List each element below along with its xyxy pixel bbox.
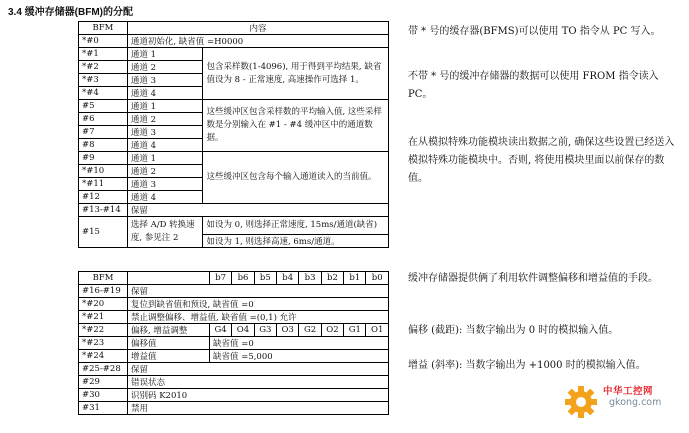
bfm-adjustment-table: [78, 271, 389, 415]
channel-cell: 通道 4: [127, 87, 203, 100]
bfm-cell: #6: [79, 113, 128, 126]
watermark-domain: gkong.com: [609, 397, 662, 408]
table-row: [79, 152, 389, 165]
content-cell: 识别码 K2010: [128, 388, 389, 401]
bfm-cell: #8: [79, 139, 128, 152]
note-offset: 偏移 (截距): 当数字输出为 0 时的模拟输入值。: [408, 325, 619, 336]
channel-cell: 通道 1: [127, 152, 203, 165]
bit-header: b4: [276, 272, 298, 285]
bit-cell: G3: [254, 323, 276, 336]
bit-header: b5: [254, 272, 276, 285]
bfm-cell: *#2: [79, 61, 128, 74]
table-row: [79, 204, 389, 217]
note-read-from: 不带 * 号的缓冲存储器的数据可以使用 FROM 指令读入 PC。: [408, 71, 659, 100]
content-cell: 偏移, 增益调整: [128, 323, 210, 336]
content-cell: 保留: [128, 284, 389, 297]
bfm-cell: #16-#19: [79, 284, 128, 297]
content-cell: 保留: [127, 204, 388, 217]
bfm-cell: *#22: [79, 323, 128, 336]
content-cell: 错误状态: [128, 375, 389, 388]
table-header-row: [79, 272, 389, 285]
table-row: [79, 310, 389, 323]
bfm-cell: *#0: [79, 35, 128, 48]
channel-cell: 通道 3: [127, 178, 203, 191]
bfm-cell: #30: [79, 388, 128, 401]
table-row: [79, 217, 389, 235]
bfm-cell: #29: [79, 375, 128, 388]
content-cell: 增益值: [128, 349, 210, 362]
content-cell: 禁用: [128, 401, 389, 414]
speed-option-normal: 如设为 0, 则选择正常速度, 15ms/通道(缺省): [203, 217, 389, 235]
table-row: [79, 284, 389, 297]
channel-cell: 通道 4: [127, 139, 203, 152]
channel-cell: 通道 2: [127, 61, 203, 74]
bit-cell: O4: [232, 323, 254, 336]
watermark-brand: 中华工控网: [603, 386, 654, 397]
note-settings: 在从模拟特殊功能模块读出数据之前, 确保这些设置已经送入模拟特殊功能模块中。否则, 将使用模块里面以前保存的数值。: [408, 137, 675, 184]
bit-cell: G1: [344, 323, 366, 336]
description-cell: 这些缓冲区包含采样数的平均输入值, 这些采样数是分别输入在 #1 - #4 缓冲区中的通道数据。: [203, 100, 389, 152]
table-row: [79, 297, 389, 310]
table-row: [79, 100, 389, 113]
channel-cell: 通道 3: [127, 74, 203, 87]
description-cell: 这些缓冲区包含每个输入通道读入的当前值。: [203, 152, 389, 204]
table-row: [79, 323, 389, 336]
content-cell: 复位到缺省值和预设, 缺省值 =0: [128, 297, 389, 310]
bit-cell: O3: [276, 323, 298, 336]
channel-cell: 通道 1: [127, 100, 203, 113]
bfm-cell: #12: [79, 191, 128, 204]
header-blank: [128, 272, 210, 285]
default-cell: 缺省值 =5,000: [210, 349, 389, 362]
bit-header: b0: [366, 272, 389, 285]
table-row: [79, 401, 389, 414]
note-write-to: 带 * 号的缓存器(BFMS)可以使用 TO 指令从 PC 写入。: [408, 26, 661, 37]
note-adjust: 缓冲存储器提供俩了利用软件调整偏移和增益值的手段。: [408, 273, 658, 284]
bit-header: b7: [210, 272, 232, 285]
note-gain: 增益 (斜率): 当数字输出为 +1000 时的模拟输入值。: [408, 360, 646, 371]
channel-cell: 通道 2: [127, 165, 203, 178]
table-row: [79, 349, 389, 362]
bfm-cell: *#21: [79, 310, 128, 323]
channel-cell: 通道 1: [127, 48, 203, 61]
bfm-cell: #15: [79, 217, 128, 248]
bit-header: b3: [299, 272, 321, 285]
table-row: [79, 336, 389, 349]
content-cell: 偏移值: [128, 336, 210, 349]
bfm-cell: #31: [79, 401, 128, 414]
channel-cell: 通道 3: [127, 126, 203, 139]
bfm-cell: #13-#14: [79, 204, 128, 217]
bfm-cell: #7: [79, 126, 128, 139]
header-content: 内容: [127, 22, 388, 35]
bfm-cell: *#10: [79, 165, 128, 178]
bfm-cell: *#23: [79, 336, 128, 349]
bit-header: b1: [344, 272, 366, 285]
bfm-cell: *#1: [79, 48, 128, 61]
bfm-allocation-table: [78, 21, 389, 248]
table-row: [79, 362, 389, 375]
channel-cell: 通道 2: [127, 113, 203, 126]
bfm-cell: *#20: [79, 297, 128, 310]
bfm-cell: *#3: [79, 74, 128, 87]
bfm-cell: *#24: [79, 349, 128, 362]
table-row: [79, 388, 389, 401]
speed-select-cell: 选择 A/D 转换速度, 参见注 2: [127, 217, 203, 248]
bit-header: b2: [321, 272, 343, 285]
table-row: [79, 35, 389, 48]
bfm-cell: #9: [79, 152, 128, 165]
bit-cell: O1: [366, 323, 389, 336]
bfm-cell: *#4: [79, 87, 128, 100]
speed-option-high: 如设为 1, 则选择高速, 6ms/通道。: [203, 235, 389, 248]
bit-header: b6: [232, 272, 254, 285]
table-header-row: [79, 22, 389, 35]
bfm-cell: *#11: [79, 178, 128, 191]
content-cell: 保留: [128, 362, 389, 375]
header-bfm: BFM: [79, 22, 128, 35]
bit-cell: G4: [210, 323, 232, 336]
table-row: [79, 48, 389, 61]
table-row: [79, 375, 389, 388]
content-cell: 禁止调整偏移、增益值, 缺省值 =(0,1) 允许: [128, 310, 389, 323]
bit-cell: O2: [321, 323, 343, 336]
default-cell: 缺省值 =0: [210, 336, 389, 349]
section-title: 3.4 缓冲存储器(BFM)的分配: [8, 7, 133, 18]
bfm-cell: #25-#28: [79, 362, 128, 375]
description-cell: 包含采样数(1-4096), 用于得到平均结果, 缺省值设为 8 - 正常速度, 高速操作可选择 1。: [203, 48, 389, 100]
channel-cell: 通道 4: [127, 191, 203, 204]
content-cell: 通道初始化, 缺省值 =H0000: [127, 35, 388, 48]
bfm-cell: #5: [79, 100, 128, 113]
header-bfm: BFM: [79, 272, 128, 285]
bit-cell: G2: [299, 323, 321, 336]
